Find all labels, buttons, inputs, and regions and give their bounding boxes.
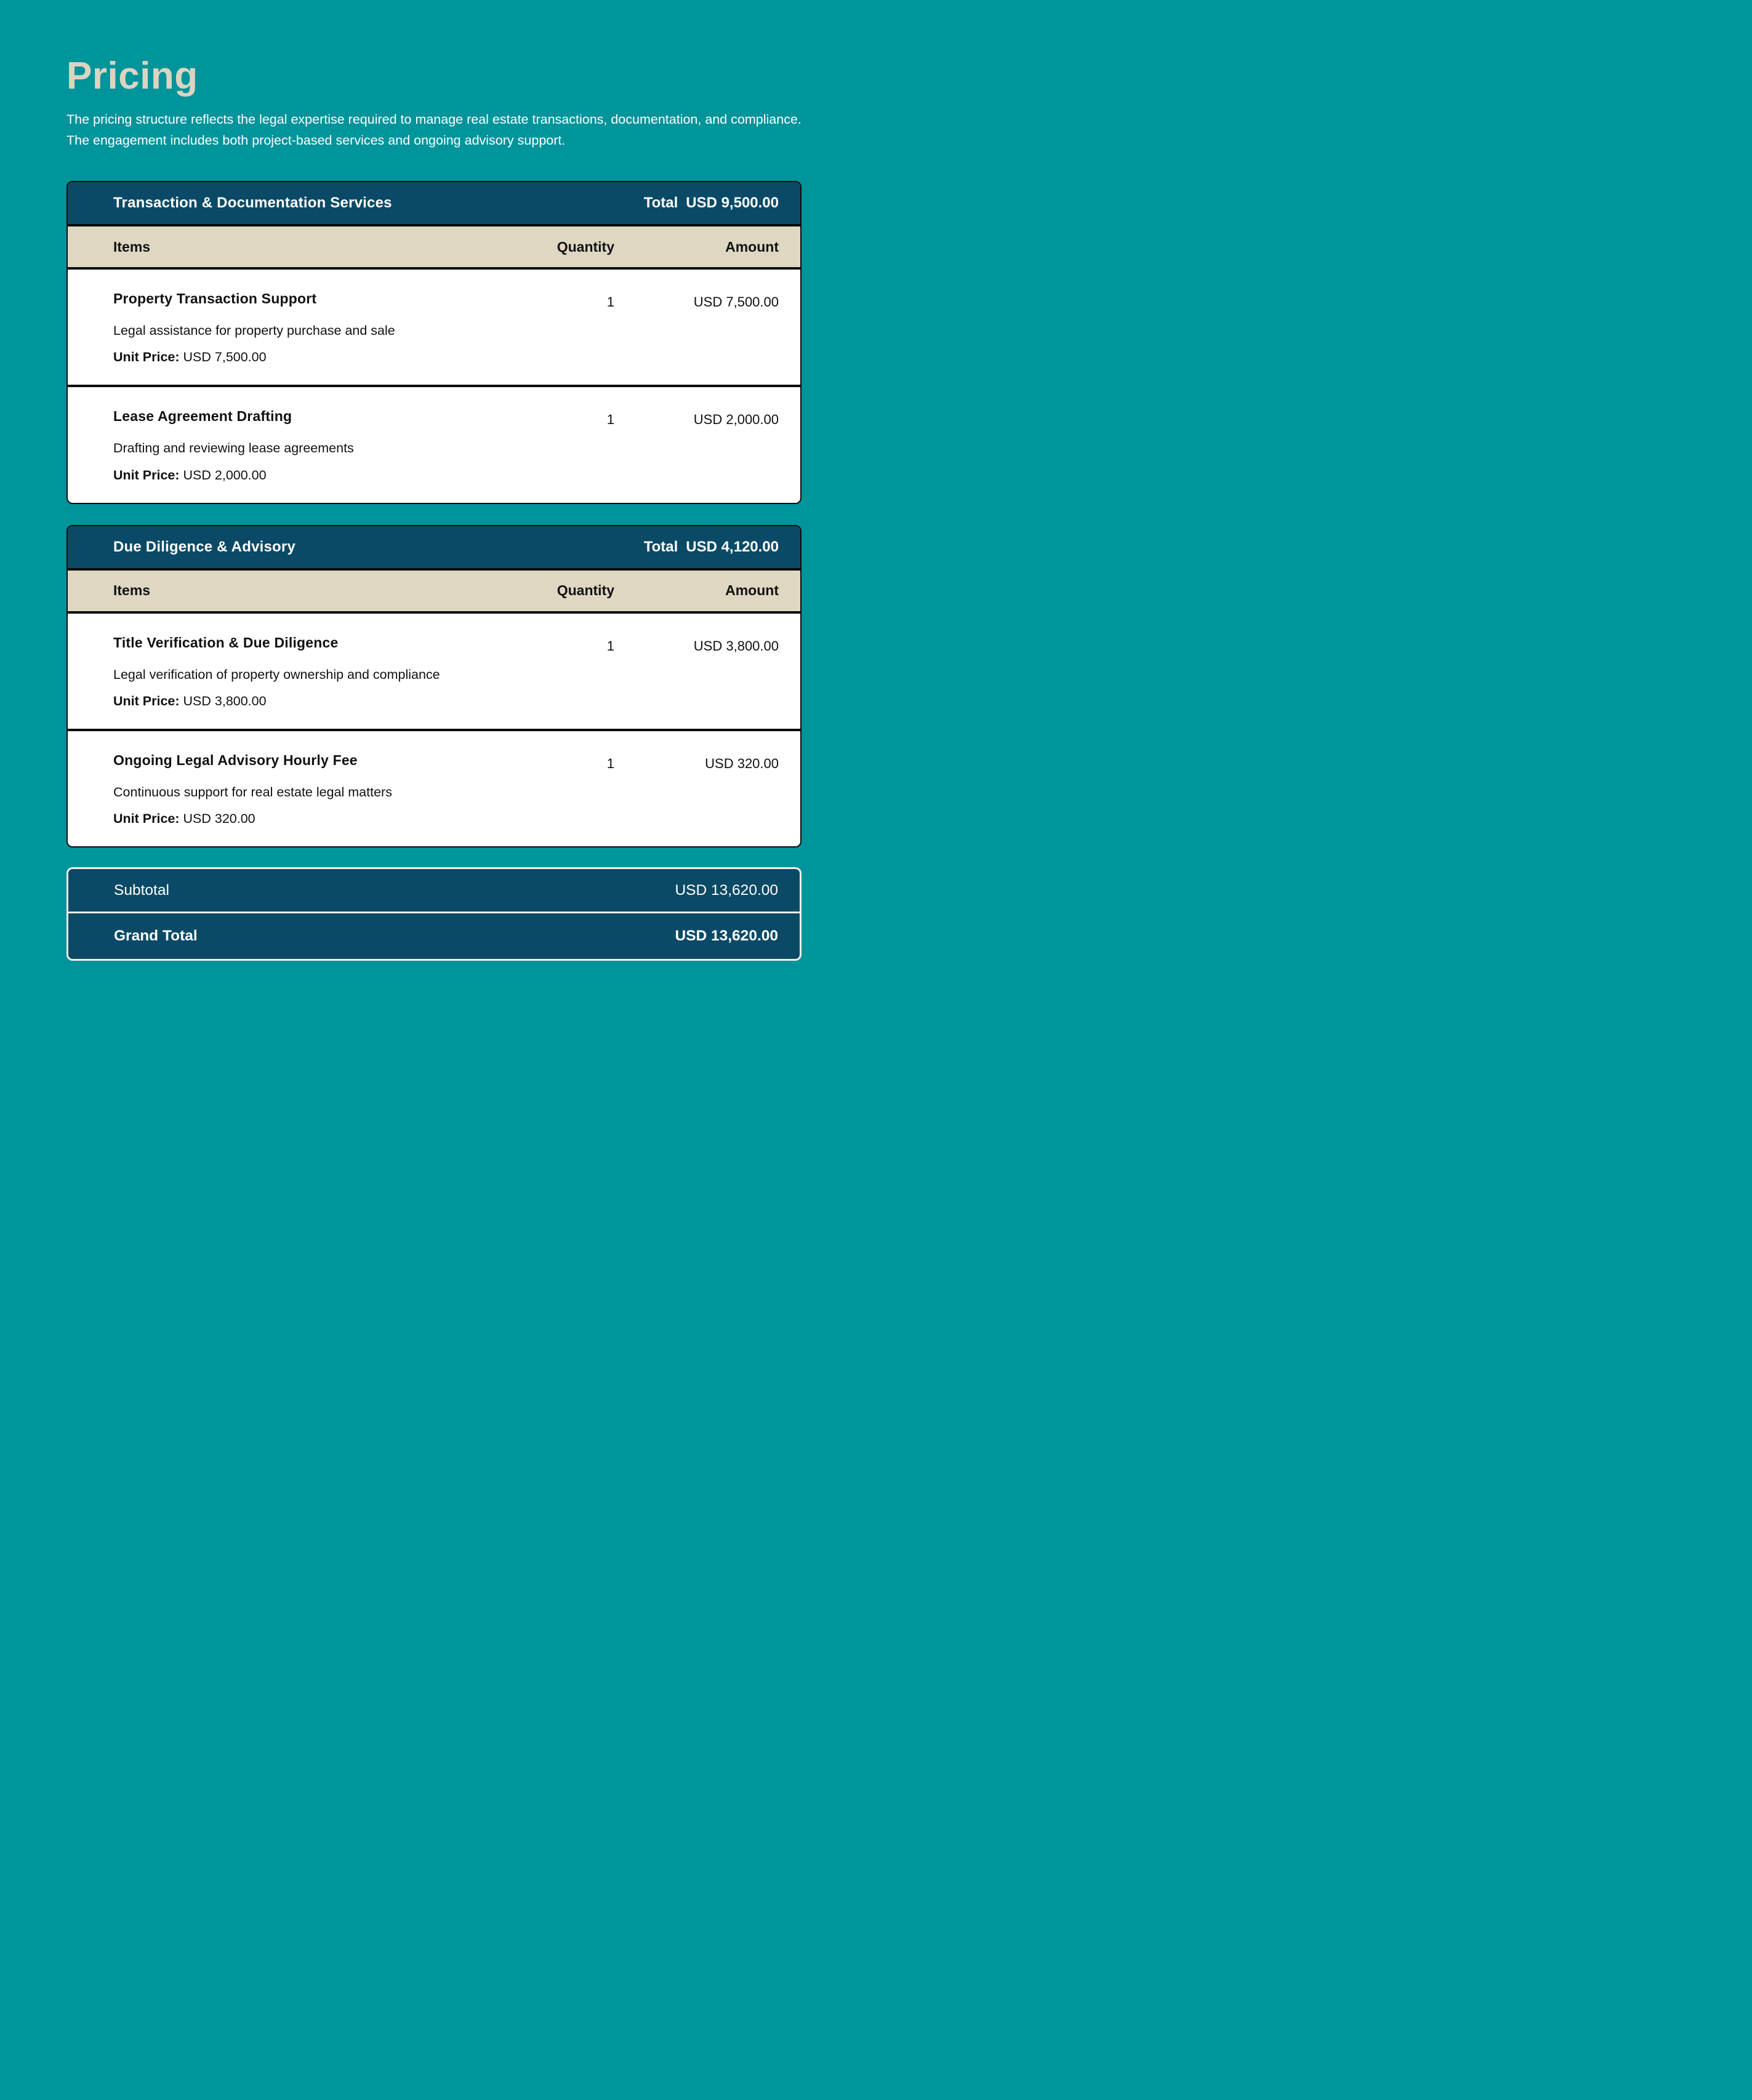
page-title: Pricing [66,55,198,97]
item-unit-price [113,811,522,827]
table-row [68,270,800,387]
item-cell [113,408,522,483]
item-unit-price [113,468,522,483]
amount-value: USD 3,800.00 [693,638,779,654]
quantity-value: 1 [606,638,614,654]
unit-price-label: Unit Price: [113,811,180,827]
section-total [644,539,779,556]
unit-price-value: USD 3,800.00 [183,693,267,708]
unit-price-label: Unit Price: [113,467,180,483]
item-cell [113,635,522,709]
item-description: Legal assistance for property purchase and sale [113,323,395,339]
pricing-table-due-diligence-advisory [66,525,802,848]
section-title: Transaction & Documentation Services [113,194,392,212]
section-header [68,526,800,571]
item-name: Property Transaction Support [113,291,317,307]
subtotal-amount: USD 13,620.00 [675,881,778,899]
column-header-row [68,226,800,270]
quantity-value: 1 [606,294,614,310]
column-header-amount: Amount [725,582,779,599]
totals-box [66,867,802,961]
pricing-table-transaction-documentation [66,181,802,504]
item-name: Title Verification & Due Diligence [113,634,339,651]
unit-price-label: Unit Price: [113,350,180,365]
amount-value: USD 2,000.00 [693,412,779,428]
table-row [68,614,800,731]
grand-total-label: Grand Total [114,928,198,945]
unit-price-value: USD 7,500.00 [183,350,267,365]
amount-value: USD 320.00 [705,755,779,771]
pricing-page [0,0,876,1050]
column-header-quantity: Quantity [557,582,614,599]
item-cell [113,291,522,365]
column-header-quantity: Quantity [557,238,614,255]
unit-price-label: Unit Price: [113,693,180,708]
column-header-amount: Amount [725,238,779,255]
total-amount: USD 9,500.00 [686,194,779,212]
column-header-row [68,571,800,614]
amount-value: USD 7,500.00 [693,294,779,310]
table-row [68,731,800,846]
subtotal-row [68,869,800,913]
item-description: Continuous support for real estate legal matters [113,784,392,800]
table-row [68,387,800,502]
unit-price-value: USD 320.00 [183,811,255,827]
quantity-value: 1 [606,412,614,428]
quantity-value: 1 [606,755,614,771]
item-name: Lease Agreement Drafting [113,408,292,425]
column-header-items: Items [113,582,151,599]
item-unit-price [113,350,522,365]
subtotal-label: Subtotal [114,881,169,899]
total-label: Total [643,194,678,212]
item-name: Ongoing Legal Advisory Hourly Fee [113,751,358,768]
item-unit-price [113,694,522,709]
section-header [68,182,800,226]
unit-price-value: USD 2,000.00 [183,467,267,483]
item-description: Drafting and reviewing lease agreements [113,441,354,456]
total-label: Total [643,538,678,555]
section-title: Due Diligence & Advisory [113,538,295,555]
total-amount: USD 4,120.00 [686,538,779,555]
section-total [644,194,779,212]
item-cell [113,752,522,827]
page-description: The pricing structure reflects the legal expertise required to manage real estate transactions, documentation, and compliance. The engagement includes both project-based services and ongoing advisory support. [66,112,802,148]
grand-total-amount: USD 13,620.00 [675,928,778,945]
column-header-items: Items [113,238,151,255]
grand-total-row [68,913,800,959]
item-description: Legal verification of property ownership and compliance [113,667,440,682]
